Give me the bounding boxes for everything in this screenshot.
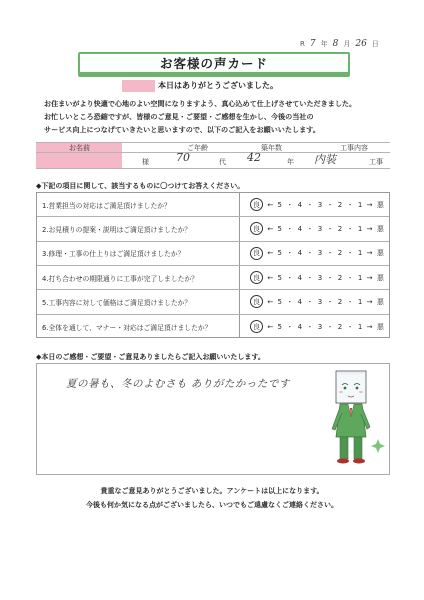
question-row — [37, 290, 389, 314]
rating-separator: ・ — [306, 249, 314, 258]
rating-point: 4 — [297, 200, 303, 209]
rating-point: 1 — [357, 224, 363, 233]
page-title: お客様の声カード — [159, 56, 268, 71]
arrow-left-icon: ← — [267, 224, 274, 233]
date-day-unit: 日 — [371, 40, 379, 48]
rating-point: 1 — [357, 200, 363, 209]
rating-separator: ・ — [326, 224, 334, 233]
rating-point: 5 — [277, 297, 282, 306]
rating-point: 2 — [337, 224, 343, 233]
rating-separator: ・ — [326, 200, 334, 209]
arrow-left-icon: ← — [267, 249, 274, 258]
rating-good: 良 — [250, 247, 263, 260]
arrow-right-icon: → — [366, 200, 373, 209]
arrow-right-icon: → — [366, 322, 373, 331]
rating-separator: ・ — [346, 249, 354, 258]
rating-point: 4 — [297, 297, 303, 306]
header-building-age: 築年数 — [261, 144, 282, 152]
rating-separator: ・ — [306, 273, 314, 282]
footer-line: 貴重なご意見ありがとうございました。アンケートは以上になります。 — [100, 487, 324, 495]
rating-bad: 悪 — [376, 200, 384, 209]
rating-separator: ・ — [346, 224, 354, 233]
rating-heading: ◆下記の項目に関して、該当するものに〇つけてお答えください。 — [36, 182, 245, 190]
arrow-right-icon: → — [366, 273, 373, 282]
date-day: 26 — [355, 39, 367, 49]
arrow-left-icon: ← — [267, 273, 274, 282]
rating-bad: 悪 — [376, 322, 384, 331]
rating-point: 2 — [337, 322, 343, 331]
rating-separator: ・ — [326, 249, 334, 258]
date-era: R — [300, 40, 305, 48]
arrow-left-icon: ← — [267, 322, 274, 331]
rating-separator: ・ — [346, 273, 354, 282]
greeting-text: 本日はありがとうございました。 — [158, 81, 278, 90]
question-row — [37, 315, 389, 339]
question-text: 4.打ち合わせの期限通りに工事が完了しましたか？ — [42, 274, 199, 283]
rating-point: 4 — [297, 224, 303, 233]
rating-separator: ・ — [286, 249, 294, 258]
comment-heading: ◆本日のご感想・ご要望・ご意見ありましたらご記入お願いいたします。 — [36, 353, 265, 361]
arrow-right-icon: → — [366, 297, 373, 306]
rating-separator: ・ — [346, 297, 354, 306]
questions-table — [36, 192, 390, 338]
question-text: 5.工事内容に対して価格はご満足頂けましたか？ — [42, 298, 192, 307]
rating-separator: ・ — [286, 273, 294, 282]
header-age: ご年齢 — [187, 144, 208, 152]
intro-line: お住まいがより快適で心地のよい空間になりますよう、真心込めて仕上げさせていただきました。 — [44, 99, 357, 108]
building-age-value: 42 — [247, 151, 261, 164]
rating-point: 5 — [277, 249, 282, 258]
header-name: お名前 — [69, 144, 90, 152]
question-row — [37, 242, 389, 266]
rating-point: 3 — [317, 200, 323, 209]
rating-point: 2 — [337, 297, 343, 306]
rating-point: 1 — [357, 297, 363, 306]
rating-point: 4 — [297, 322, 303, 331]
rating-point: 5 — [277, 200, 282, 209]
date-year-unit: 年 — [320, 40, 328, 48]
header-work-type: 工事内容 — [340, 144, 368, 152]
rating-scale — [250, 315, 384, 339]
mascot-body — [332, 404, 370, 464]
rating-separator: ・ — [346, 322, 354, 331]
sparkle-icon — [371, 439, 385, 453]
rating-good: 良 — [250, 320, 263, 333]
rating-bad: 悪 — [376, 273, 384, 282]
arrow-left-icon: ← — [267, 200, 274, 209]
title-banner — [78, 52, 350, 74]
rating-point: 5 — [277, 322, 282, 331]
rating-bad: 悪 — [376, 224, 384, 233]
rating-point: 1 — [357, 249, 363, 258]
rating-scale — [250, 290, 384, 313]
name-suffix: 様 — [142, 158, 149, 166]
rating-separator: ・ — [286, 297, 294, 306]
rating-point: 5 — [277, 273, 282, 282]
rating-separator: ・ — [346, 200, 354, 209]
redacted-block — [122, 80, 155, 92]
rating-separator: ・ — [326, 273, 334, 282]
question-text: 2.お見積りの提案・説明はご満足頂けましたか？ — [42, 225, 192, 234]
rating-separator: ・ — [286, 322, 294, 331]
work-type-value: 内装 — [314, 153, 336, 166]
rating-point: 2 — [337, 200, 343, 209]
rating-scale — [250, 266, 384, 289]
building-age-unit: 年 — [287, 158, 294, 166]
intro-line: サービス向上につなげていきたいと思いますので、以下のご記入をお願いいたします。 — [44, 125, 320, 134]
question-row — [37, 217, 389, 241]
question-text: 6.全体を通して、マナー・対応はご満足頂けましたか？ — [42, 323, 212, 332]
rating-point: 5 — [277, 224, 282, 233]
rating-point: 3 — [317, 249, 323, 258]
arrow-right-icon: → — [366, 249, 373, 258]
rating-good: 良 — [250, 222, 263, 235]
rating-separator: ・ — [306, 200, 314, 209]
rating-scale — [250, 242, 384, 265]
rating-point: 3 — [317, 322, 323, 331]
rating-separator: ・ — [326, 297, 334, 306]
age-value: 70 — [176, 151, 190, 164]
rating-point: 3 — [317, 224, 323, 233]
question-text: 3.修理・工事の仕上りはご満足頂けましたか？ — [42, 250, 185, 259]
rating-separator: ・ — [326, 322, 334, 331]
rating-point: 1 — [357, 273, 363, 282]
age-unit: 代 — [219, 158, 226, 166]
rating-separator: ・ — [286, 200, 294, 209]
rating-point: 3 — [317, 297, 323, 306]
rating-separator: ・ — [306, 224, 314, 233]
rating-point: 2 — [337, 273, 343, 282]
rating-point: 4 — [297, 273, 303, 282]
footer-line: 今後も何か気になる点がございましたら、いつでもご遠慮なくご連絡ください。 — [86, 501, 338, 509]
rating-point: 2 — [337, 249, 343, 258]
rating-bad: 悪 — [376, 297, 384, 306]
rating-separator: ・ — [306, 297, 314, 306]
date-field — [300, 39, 379, 49]
rating-point: 4 — [297, 249, 303, 258]
rating-bad: 悪 — [376, 249, 384, 258]
rating-good: 良 — [250, 198, 263, 211]
intro-line: お忙しいところ恐縮ですが、皆様のご意見・ご要望・ご感想を生かし、今後の当社の — [44, 112, 314, 121]
question-row — [37, 193, 389, 217]
comment-text: 夏の暑も、冬のよむさも ありがたかったです — [66, 378, 290, 390]
table-rule — [36, 168, 390, 169]
arrow-right-icon: → — [366, 224, 373, 233]
question-row — [37, 266, 389, 290]
arrow-left-icon: ← — [267, 297, 274, 306]
rating-separator: ・ — [286, 224, 294, 233]
rating-scale — [250, 217, 384, 240]
rating-good: 良 — [250, 271, 263, 284]
rating-point: 3 — [317, 273, 323, 282]
mascot-illustration — [326, 367, 388, 471]
mascot-head — [336, 371, 366, 403]
rating-separator: ・ — [306, 322, 314, 331]
question-text: 1.営業担当の対応はご満足頂けましたか？ — [42, 201, 171, 210]
date-year: 7 — [309, 39, 316, 49]
rating-good: 良 — [250, 295, 263, 308]
work-suffix: 工事 — [369, 158, 383, 166]
date-month-unit: 月 — [343, 40, 351, 48]
rating-scale — [250, 193, 384, 216]
rating-point: 1 — [357, 322, 363, 331]
date-month: 8 — [332, 39, 339, 49]
